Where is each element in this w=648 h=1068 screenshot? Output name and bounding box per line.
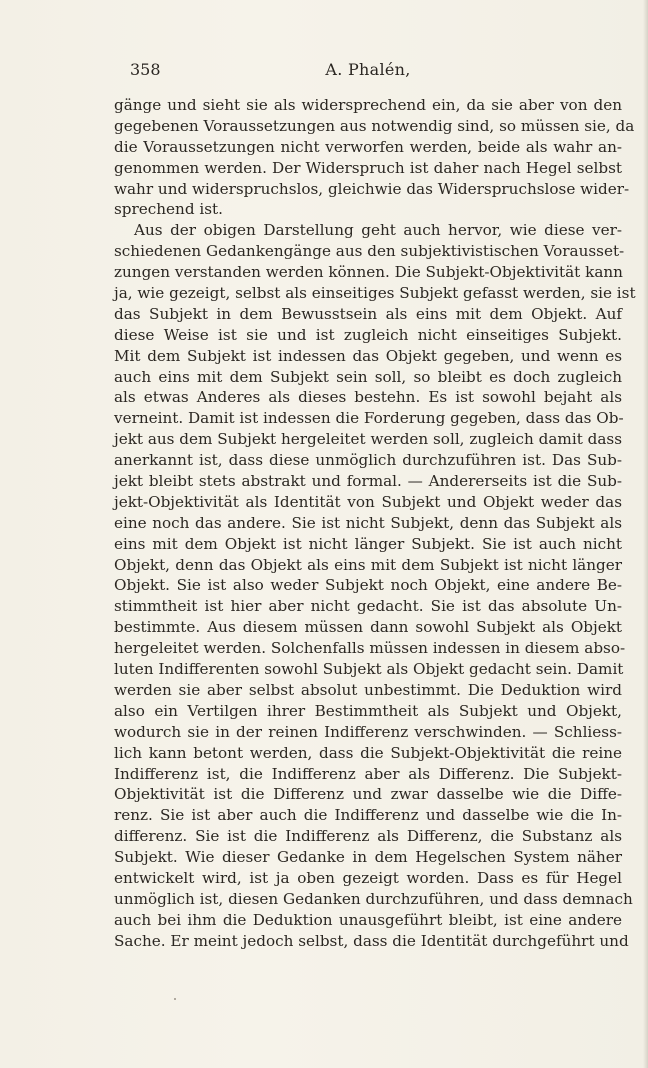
page-header xyxy=(114,58,622,82)
text-line: jekt bleibt stets abstrakt und formal. — Andererseits ist die Sub- xyxy=(114,472,622,491)
paper-speck xyxy=(174,998,176,1000)
text-line: bestimmte. Aus diesem müssen dann sowohl Subjekt als Objekt xyxy=(114,618,622,637)
body-text xyxy=(114,95,636,952)
text-line: also ein Vertilgen ihrer Bestimmtheit als Subjekt und Objekt, xyxy=(114,701,622,720)
text-line: das Subjekt in dem Bewusstsein als eins mit dem Objekt. Auf xyxy=(114,304,622,323)
text-line: ja, wie gezeigt, selbst als einseitiges Subjekt gefasst werden, sie ist xyxy=(114,284,636,303)
text-line: hergeleitet werden. Solchenfalls müssen indessen in diesem abso- xyxy=(114,639,626,658)
text-line: die Voraussetzungen nicht verworfen werden, beide als wahr an- xyxy=(114,137,622,156)
text-line: Objekt. Sie ist also weder Subjekt noch Objekt, eine andere Be- xyxy=(114,576,622,595)
text-line: Objektivität ist die Differenz und zwar dasselbe wie die Diffe- xyxy=(114,785,622,804)
text-line: genommen werden. Der Widerspruch ist daher nach Hegel selbst xyxy=(114,158,622,177)
text-line: schiedenen Gedankengänge aus den subjektivistischen Vorausset- xyxy=(114,242,625,261)
running-head: A. Phalén, xyxy=(325,60,411,79)
text-line: gegebenen Voraussetzungen aus notwendig sind, so müssen sie, da xyxy=(114,116,635,135)
text-line: jekt aus dem Subjekt hergeleitet werden soll, zugleich damit dass xyxy=(114,430,622,449)
text-line: diese Weise ist sie und ist zugleich nicht einseitiges Subjekt. xyxy=(114,325,622,344)
text-line: zungen verstanden werden können. Die Subjekt-Objektivität kann xyxy=(114,263,623,282)
paragraph xyxy=(114,95,635,220)
text-line: entwickelt wird, ist ja oben gezeigt worden. Dass es für Hegel xyxy=(114,868,622,887)
text-line: Sache. Er meint jedoch selbst, dass die Identität durchgeführt und xyxy=(114,931,629,950)
text-line: Indifferenz ist, die Indifferenz aber als Differenz. Die Subjekt- xyxy=(114,764,622,783)
text-line: Subjekt. Wie dieser Gedanke in dem Hegelschen System näher xyxy=(114,848,622,867)
text-line: luten Indifferenten sowohl Subjekt als Objekt gedacht sein. Damit xyxy=(114,660,624,679)
text-line: lich kann betont werden, dass die Subjekt-Objektivität die reine xyxy=(114,743,622,762)
text-line: wahr und widerspruchslos, gleichwie das Widerspruchslose wider- xyxy=(114,179,630,198)
text-line: renz. Sie ist aber auch die Indifferenz und dasselbe wie die In- xyxy=(114,806,622,825)
text-line: gänge und sieht sie als widersprechend ein, da sie aber von den xyxy=(114,96,622,114)
text-line: sprechend ist. xyxy=(114,200,223,219)
text-line: auch eins mit dem Subjekt sein soll, so bleibt es doch zugleich xyxy=(114,367,622,386)
paragraph xyxy=(114,220,636,951)
text-line: Objekt, denn das Objekt als eins mit dem Subjekt ist nicht länger xyxy=(114,555,622,574)
text-line: anerkannt ist, dass diese unmöglich durchzuführen ist. Das Sub- xyxy=(114,451,622,470)
text-line: eine noch das andere. Sie ist nicht Subjekt, denn das Subjekt als xyxy=(114,513,622,532)
text-line: Aus der obigen Darstellung geht auch hervor, wie diese ver- xyxy=(134,221,622,240)
text-line: als etwas Anderes als dieses bestehn. Es ist sowohl bejaht als xyxy=(114,388,622,407)
text-line: Mit dem Subjekt ist indessen das Objekt gegeben, und wenn es xyxy=(114,346,622,365)
text-line: werden sie aber selbst absolut unbestimmt. Die Deduktion wird xyxy=(114,680,622,699)
text-line: unmöglich ist, diesen Gedanken durchzuführen, und dass demnach xyxy=(114,889,633,908)
page-number: 358 xyxy=(130,60,161,79)
text-line: differenz. Sie ist die Indifferenz als Differenz, die Substanz als xyxy=(114,827,622,846)
text-line: eins mit dem Objekt ist nicht länger Subjekt. Sie ist auch nicht xyxy=(114,534,622,553)
text-line: verneint. Damit ist indessen die Forderung gegeben, dass das Ob- xyxy=(114,409,624,428)
text-line: jekt-Objektivität als Identität von Subjekt und Objekt weder das xyxy=(114,492,622,511)
text-line: wodurch sie in der reinen Indifferenz verschwinden. — Schliess- xyxy=(114,722,622,741)
page-edge-shadow xyxy=(643,0,648,1068)
text-line: stimmtheit ist hier aber nicht gedacht. Sie ist das absolute Un- xyxy=(114,597,622,616)
text-line: auch bei ihm die Deduktion unausgeführt bleibt, ist eine andere xyxy=(114,910,622,929)
